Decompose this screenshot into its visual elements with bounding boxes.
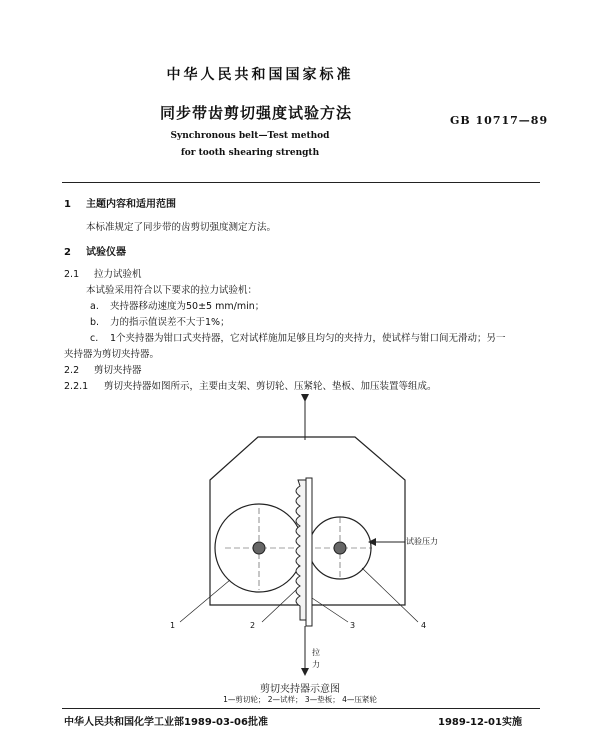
list-item-label: a. — [90, 301, 99, 312]
callout-2-leader — [262, 590, 296, 622]
backing-plate — [306, 478, 312, 626]
callout-1: 1 — [170, 621, 176, 630]
section-2-number: 2 — [64, 247, 71, 258]
figure-caption: 剪切夹持器示意图 — [260, 684, 340, 695]
section-1-heading — [64, 195, 176, 210]
footer-rule — [62, 708, 540, 709]
org-title: 中华人民共和国国家标准 — [166, 67, 354, 83]
section-2-1-title: 拉力试验机 — [94, 269, 142, 280]
callout-2: 2 — [250, 621, 256, 630]
callout-3-leader — [312, 598, 348, 622]
section-2-1-intro: 本试验采用符合以下要求的拉力试验机： — [86, 285, 258, 296]
english-title-line-2: for tooth shearing strength — [180, 148, 320, 158]
callout-4: 4 — [421, 621, 427, 630]
section-2-2-heading — [64, 362, 142, 376]
list-item-a — [90, 298, 264, 312]
section-1-title: 主题内容和适用范围 — [86, 199, 176, 210]
list-item-label: c. — [90, 333, 99, 344]
shear-wheel-hub — [253, 542, 265, 554]
test-pressure-label: 试验压力 — [406, 537, 438, 546]
callout-3: 3 — [350, 621, 356, 630]
header-rule — [62, 182, 540, 183]
list-item-c — [90, 330, 506, 344]
section-2-1-heading — [64, 266, 142, 280]
section-1-text: 本标准规定了同步带的齿剪切强度测定方法。 — [86, 222, 277, 233]
section-2-heading — [64, 243, 126, 258]
list-item-c-continuation: 夹持器为剪切夹持器。 — [64, 349, 160, 360]
english-title-line-1: Synchronous belt—Test method — [170, 131, 330, 141]
callout-4-leader — [362, 568, 418, 622]
figure-legend: 1—剪切轮； 2—试样； 3—垫板； 4—压紧轮 — [223, 695, 377, 704]
belt-specimen — [296, 480, 306, 620]
section-2-2-1-text: 剪切夹持器如图所示，主要由支架、剪切轮、压紧轮、垫板、加压装置等组成。 — [104, 381, 437, 392]
list-item-text: 力的指示值误差不大于1%； — [110, 317, 230, 328]
list-item-text: 1个夹持器为钳口式夹持器，它对试样施加足够且均匀的夹持力，使试样与钳口间无滑动；另一 — [110, 333, 506, 344]
section-2-2-number: 2.2 — [64, 365, 80, 376]
list-item-b — [90, 314, 230, 328]
section-2-title: 试验仪器 — [86, 247, 126, 258]
section-2-2-1-number: 2.2.1 — [64, 381, 89, 392]
section-2-1-number: 2.1 — [64, 269, 80, 280]
pull-force-label-1: 拉 — [312, 648, 320, 657]
pull-force-label-2: 力 — [312, 660, 320, 669]
list-item-text: 夹持器移动速度为50±5 mm/min； — [110, 301, 265, 312]
section-2-2-title: 剪切夹持器 — [94, 365, 142, 376]
press-wheel-hub — [334, 542, 346, 554]
callout-1-leader — [180, 580, 230, 622]
section-1-number: 1 — [64, 199, 71, 210]
issuing-authority: 中华人民共和国化学工业部1989-03-06批准 — [64, 717, 268, 728]
clamp-diagram — [0, 385, 600, 685]
standard-title: 同步带齿剪切强度试验方法 — [160, 104, 353, 122]
standard-number: GB 10717—89 — [450, 114, 549, 127]
implementation-date: 1989-12-01实施 — [438, 717, 522, 728]
list-item-label: b. — [90, 317, 100, 328]
